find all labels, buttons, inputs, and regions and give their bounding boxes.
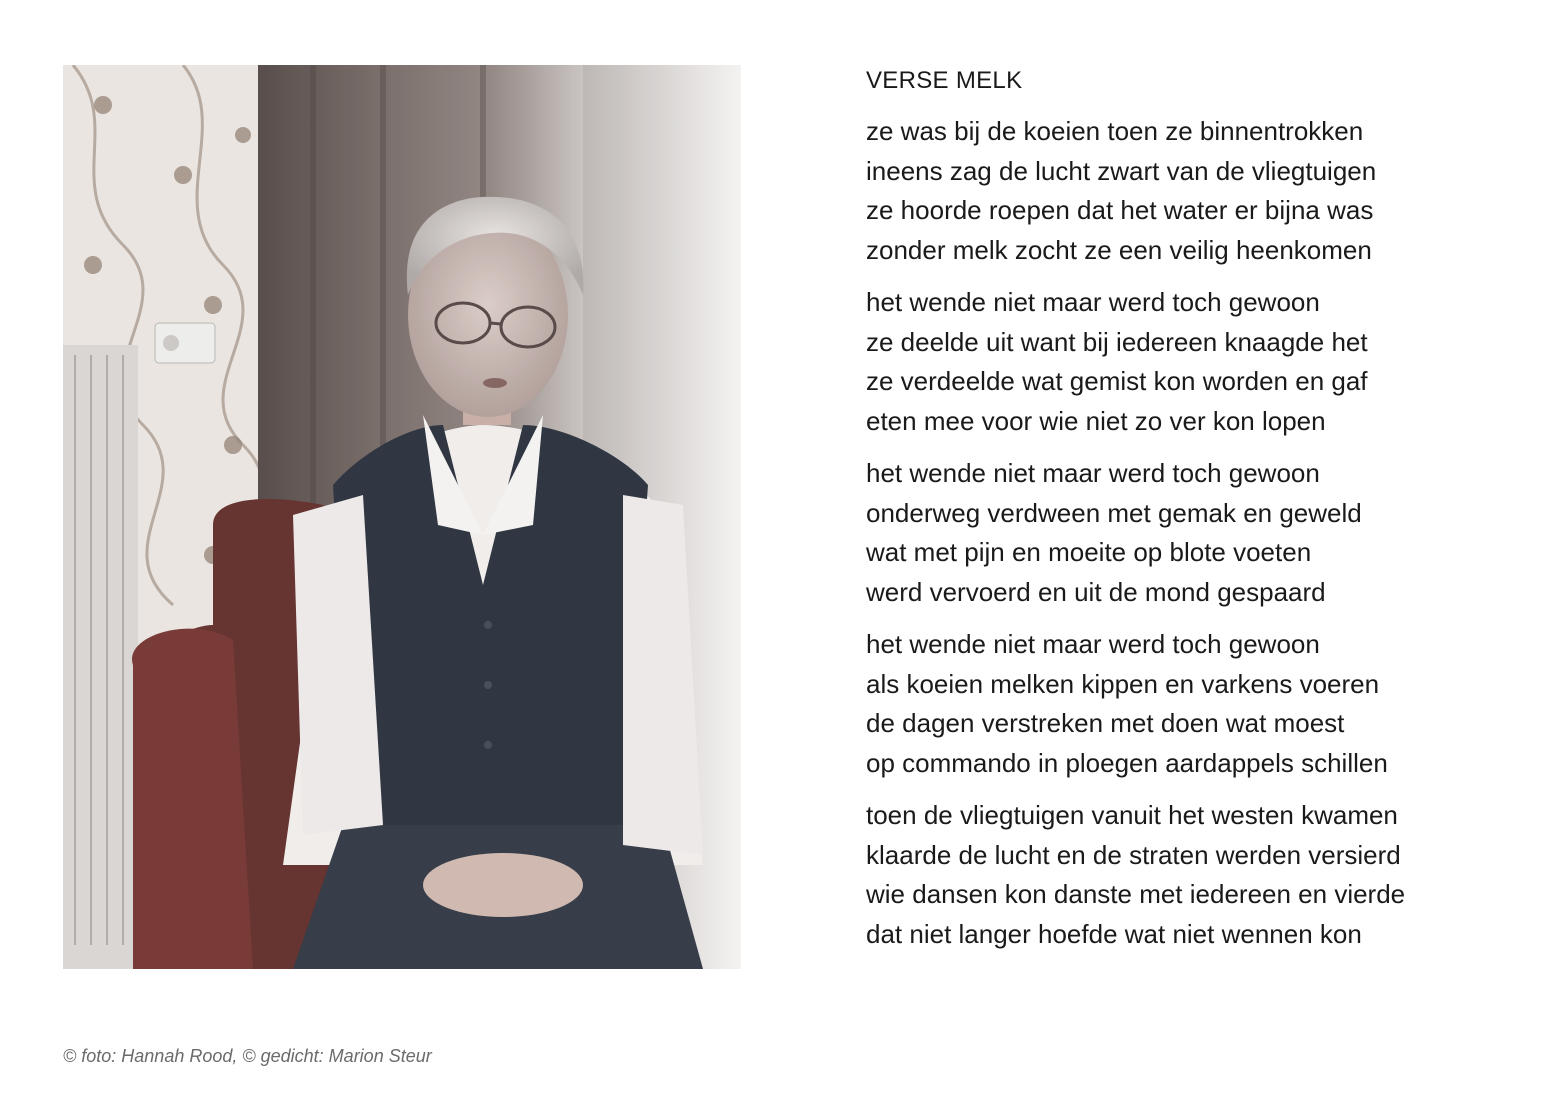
- poem-line: ze was bij de koeien toen ze binnentrokken: [866, 116, 1364, 146]
- poem-line: toen de vliegtuigen vanuit het westen kwamen: [866, 800, 1398, 830]
- poem-line: als koeien melken kippen en varkens voeren: [866, 668, 1380, 699]
- poem-line: het wende niet maar werd toch gewoon: [866, 629, 1320, 659]
- poem-line: klaarde de lucht en de straten werden versierd: [866, 839, 1401, 870]
- poem-line: werd vervoerd en uit de mond gespaard: [866, 576, 1326, 607]
- poem-line: wie dansen kon danste met iedereen en vierde: [866, 879, 1406, 909]
- poem-line: eten mee voor wie niet zo ver kon lopen: [866, 405, 1326, 436]
- stanza-5: [866, 796, 1506, 954]
- poem-line: het wende niet maar werd toch gewoon: [866, 458, 1320, 488]
- poem-line: op commando in ploegen aardappels schillen: [866, 747, 1388, 778]
- portrait-photo: [63, 65, 741, 969]
- stanza-4: [866, 625, 1506, 783]
- poem-line: ze verdeelde wat gemist kon worden en gaf: [866, 366, 1368, 396]
- portrait-illustration: [63, 65, 741, 969]
- stanza-1: [866, 112, 1506, 270]
- poem-line: de dagen verstreken met doen wat moest: [866, 708, 1345, 738]
- poem-line: zonder melk zocht ze een veilig heenkomen: [866, 234, 1372, 265]
- stanza-2: [866, 283, 1506, 441]
- poem-line: ze hoorde roepen dat het water er bijna was: [866, 195, 1374, 225]
- poem-line: het wende niet maar werd toch gewoon: [866, 287, 1320, 317]
- photo-poem-credit: © foto: Hannah Rood, © gedicht: Marion Steur: [63, 1046, 432, 1066]
- stanza-3: [866, 454, 1506, 612]
- poem-title: VERSE MELK: [866, 67, 1023, 94]
- poem-line: ze deelde uit want bij iedereen knaagde het: [866, 326, 1368, 357]
- poem: [866, 64, 1506, 967]
- poem-line: ineens zag de lucht zwart van de vliegtuigen: [866, 155, 1377, 186]
- poem-line: wat met pijn en moeite op blote voeten: [866, 537, 1312, 567]
- poem-line: dat niet langer hoefde wat niet wennen kon: [866, 918, 1362, 949]
- poem-line: onderweg verdween met gemak en geweld: [866, 497, 1362, 528]
